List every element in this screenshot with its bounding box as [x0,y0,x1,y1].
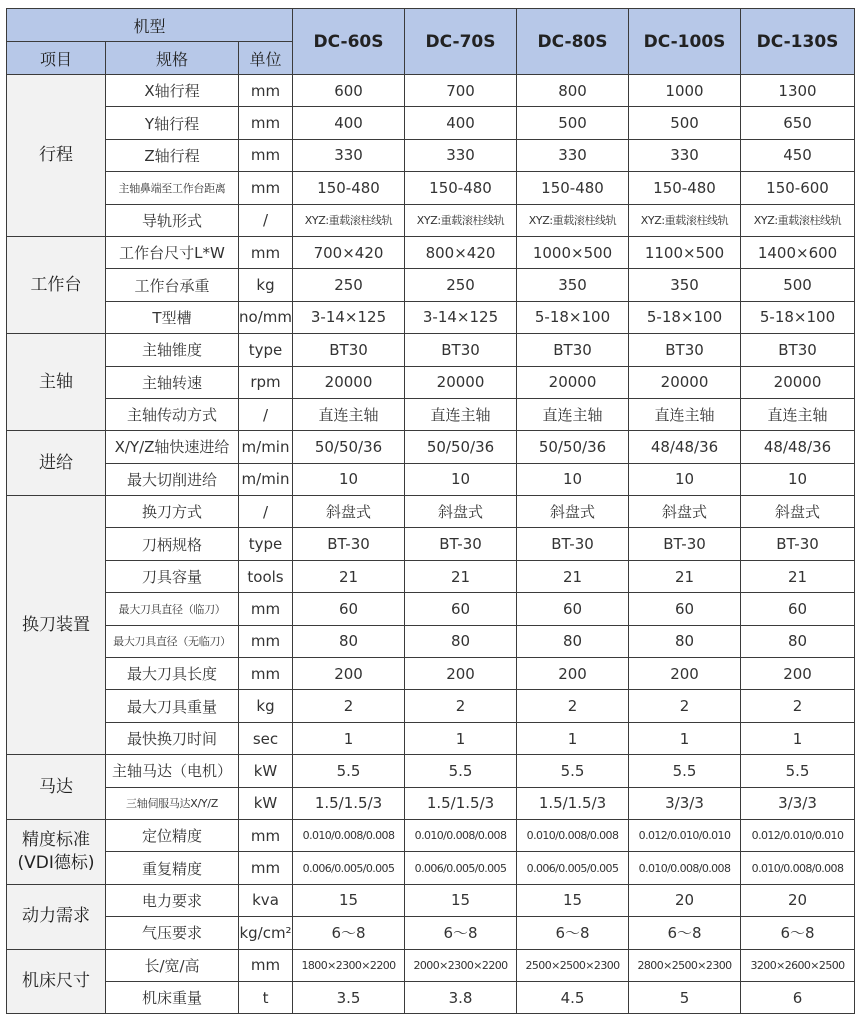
spec-name: 换刀方式 [106,496,239,528]
spec-value: 1 [517,722,629,754]
spec-unit: kg/cm² [239,917,293,949]
spec-value: 20000 [629,366,741,398]
spec-value: BT30 [517,334,629,366]
header-model-3: DC-80S [517,9,629,75]
spec-value: 60 [517,593,629,625]
spec-unit: mm [239,625,293,657]
spec-value: 5.5 [517,755,629,787]
spec-value: 650 [741,107,855,139]
spec-value: 直连主轴 [517,398,629,430]
spec-value: 500 [517,107,629,139]
spec-name: 主轴锥度 [106,334,239,366]
spec-table [6,8,855,1014]
spec-value: 330 [405,139,517,171]
spec-unit: / [239,496,293,528]
spec-value: 6～8 [741,917,855,949]
spec-value: 3-14×125 [405,301,517,333]
table-row [7,75,855,107]
spec-unit: mm [239,852,293,884]
spec-value: 350 [629,269,741,301]
spec-name: X轴行程 [106,75,239,107]
spec-value: BT-30 [741,528,855,560]
spec-value: 3.5 [293,981,405,1013]
spec-value: BT-30 [293,528,405,560]
spec-value: 400 [293,107,405,139]
spec-unit: m/min [239,431,293,463]
spec-value: 330 [293,139,405,171]
spec-value: 直连主轴 [741,398,855,430]
spec-value: 48/48/36 [741,431,855,463]
spec-name: 重复精度 [106,852,239,884]
spec-value: 600 [293,75,405,107]
spec-unit: type [239,334,293,366]
spec-value: 0.012/0.010/0.010 [629,819,741,851]
spec-value: 80 [517,625,629,657]
group-name: 进给 [7,431,106,496]
table-row [7,884,855,916]
spec-value: 3/3/3 [741,787,855,819]
table-row [7,204,855,236]
spec-value: 0.010/0.008/0.008 [629,852,741,884]
spec-value: 450 [741,139,855,171]
spec-value: 1 [629,722,741,754]
table-row [7,528,855,560]
spec-value: 80 [405,625,517,657]
spec-value: 0.010/0.008/0.008 [293,819,405,851]
spec-value: BT-30 [405,528,517,560]
spec-unit: kva [239,884,293,916]
spec-value: 150-600 [741,172,855,204]
table-row [7,819,855,851]
spec-value: 0.010/0.008/0.008 [405,819,517,851]
spec-value: 21 [629,560,741,592]
spec-unit: mm [239,593,293,625]
spec-value: 5.5 [629,755,741,787]
group-name: 工作台 [7,236,106,333]
spec-value: 1800×2300×2200 [293,949,405,981]
spec-value: 15 [405,884,517,916]
spec-value: 500 [629,107,741,139]
table-row [7,755,855,787]
spec-value: 3-14×125 [293,301,405,333]
spec-unit: / [239,204,293,236]
spec-value: 21 [741,560,855,592]
spec-value: 3200×2600×2500 [741,949,855,981]
group-name: 主轴 [7,334,106,431]
spec-name: T型槽 [106,301,239,333]
spec-value: 200 [517,658,629,690]
spec-name: 最快换刀时间 [106,722,239,754]
spec-value: 6～8 [629,917,741,949]
spec-unit: kW [239,787,293,819]
table-row [7,172,855,204]
table-row [7,463,855,495]
spec-value: 20000 [517,366,629,398]
spec-value: 80 [629,625,741,657]
table-row [7,593,855,625]
spec-unit: kg [239,690,293,722]
spec-name: 最大切削进给 [106,463,239,495]
header-model-4: DC-100S [629,9,741,75]
table-row [7,625,855,657]
spec-value: 150-480 [293,172,405,204]
table-body [7,75,855,1014]
spec-name: 最大刀具长度 [106,658,239,690]
spec-value: 20000 [405,366,517,398]
spec-value: 5-18×100 [517,301,629,333]
spec-unit: mm [239,658,293,690]
spec-value: 6～8 [517,917,629,949]
spec-unit: type [239,528,293,560]
spec-value: XYZ:重载滚柱线轨 [629,204,741,236]
spec-unit: mm [239,819,293,851]
spec-value: 5-18×100 [629,301,741,333]
spec-name: X/Y/Z轴快速进给 [106,431,239,463]
spec-value: 500 [741,269,855,301]
table-row [7,139,855,171]
spec-name: 定位精度 [106,819,239,851]
spec-value: 0.006/0.005/0.005 [517,852,629,884]
spec-unit: m/min [239,463,293,495]
header-model-1: DC-60S [293,9,405,75]
table-row [7,236,855,268]
spec-value: 20 [741,884,855,916]
table-row [7,107,855,139]
table-row [7,431,855,463]
table-row [7,334,855,366]
header-item-label: 项目 [7,42,106,75]
spec-unit: kg [239,269,293,301]
spec-value: 直连主轴 [405,398,517,430]
spec-value: 斜盘式 [405,496,517,528]
table-row [7,301,855,333]
spec-value: 斜盘式 [517,496,629,528]
spec-value: 0.012/0.010/0.010 [741,819,855,851]
spec-value: 5.5 [293,755,405,787]
spec-name: 工作台尺寸L*W [106,236,239,268]
table-row [7,852,855,884]
spec-value: 5 [629,981,741,1013]
spec-name: 刀具容量 [106,560,239,592]
spec-value: 15 [293,884,405,916]
spec-value: 2500×2500×2300 [517,949,629,981]
spec-value: 2 [517,690,629,722]
spec-name: 工作台承重 [106,269,239,301]
spec-name: 长/宽/高 [106,949,239,981]
spec-value: 200 [293,658,405,690]
spec-value: 1.5/1.5/3 [293,787,405,819]
spec-value: 2 [629,690,741,722]
spec-value: 200 [405,658,517,690]
spec-value: 60 [293,593,405,625]
group-name: 精度标准 (VDI德标) [7,819,106,884]
spec-unit: mm [239,172,293,204]
spec-value: 80 [293,625,405,657]
spec-name: 电力要求 [106,884,239,916]
spec-value: 150-480 [405,172,517,204]
spec-value: 1000×500 [517,236,629,268]
spec-value: 3.8 [405,981,517,1013]
spec-name: 主轴转速 [106,366,239,398]
spec-value: 斜盘式 [741,496,855,528]
spec-value: 80 [741,625,855,657]
spec-value: 10 [741,463,855,495]
group-name: 动力需求 [7,884,106,949]
table-row [7,690,855,722]
spec-name: 三轴伺服马达X/Y/Z [106,787,239,819]
spec-value: 4.5 [517,981,629,1013]
header-model-5: DC-130S [741,9,855,75]
spec-value: 0.010/0.008/0.008 [741,852,855,884]
spec-value: XYZ:重载滚柱线轨 [405,204,517,236]
spec-value: 2800×2500×2300 [629,949,741,981]
spec-value: 斜盘式 [629,496,741,528]
spec-value: 0.006/0.005/0.005 [405,852,517,884]
spec-value: 1 [293,722,405,754]
spec-value: 1400×600 [741,236,855,268]
spec-name: 最大刀具重量 [106,690,239,722]
spec-value: 2 [293,690,405,722]
table-row [7,981,855,1013]
spec-value: 0.006/0.005/0.005 [293,852,405,884]
spec-value: 21 [405,560,517,592]
spec-value: 700×420 [293,236,405,268]
spec-value: 330 [629,139,741,171]
table-header [7,9,855,75]
spec-value: BT30 [405,334,517,366]
spec-value: 200 [629,658,741,690]
spec-value: 2 [741,690,855,722]
spec-value: 21 [293,560,405,592]
spec-value: 60 [629,593,741,625]
spec-name: 气压要求 [106,917,239,949]
spec-value: 2000×2300×2200 [405,949,517,981]
header-model-2: DC-70S [405,9,517,75]
spec-value: 200 [741,658,855,690]
spec-unit: / [239,398,293,430]
spec-value: 150-480 [517,172,629,204]
spec-value: 400 [405,107,517,139]
spec-value: 1 [405,722,517,754]
header-model-label: 机型 [7,9,293,42]
table-row [7,269,855,301]
spec-value: 1 [741,722,855,754]
spec-value: BT-30 [629,528,741,560]
spec-unit: tools [239,560,293,592]
spec-value: XYZ:重载滚柱线轨 [741,204,855,236]
spec-value: 1300 [741,75,855,107]
spec-unit: mm [239,949,293,981]
spec-value: BT30 [741,334,855,366]
spec-value: 3/3/3 [629,787,741,819]
table-row [7,560,855,592]
spec-name: Y轴行程 [106,107,239,139]
table-row [7,787,855,819]
table-row [7,917,855,949]
header-spec-label: 规格 [106,42,239,75]
spec-value: XYZ:重载滚柱线轨 [293,204,405,236]
spec-value: 1100×500 [629,236,741,268]
spec-value: 10 [629,463,741,495]
spec-value: XYZ:重载滚柱线轨 [517,204,629,236]
spec-value: 60 [741,593,855,625]
spec-value: 20 [629,884,741,916]
spec-value: 0.010/0.008/0.008 [517,819,629,851]
spec-value: 2 [405,690,517,722]
spec-value: 21 [517,560,629,592]
spec-value: 5.5 [741,755,855,787]
spec-unit: t [239,981,293,1013]
spec-value: 6 [741,981,855,1013]
spec-unit: mm [239,236,293,268]
group-name: 机床尺寸 [7,949,106,1014]
header-unit-label: 单位 [239,42,293,75]
spec-value: 直连主轴 [629,398,741,430]
spec-value: 20000 [293,366,405,398]
spec-value: 1.5/1.5/3 [517,787,629,819]
spec-value: 6～8 [293,917,405,949]
spec-name: 主轴马达（电机） [106,755,239,787]
spec-value: 10 [405,463,517,495]
spec-value: 250 [405,269,517,301]
spec-value: 1000 [629,75,741,107]
spec-value: 50/50/36 [293,431,405,463]
spec-value: 800 [517,75,629,107]
table-row [7,398,855,430]
spec-name: 最大刀具直径（临刀） [106,593,239,625]
spec-name: Z轴行程 [106,139,239,171]
spec-name: 最大刀具直径（无临刀） [106,625,239,657]
spec-value: BT30 [293,334,405,366]
spec-value: 直连主轴 [293,398,405,430]
spec-value: 150-480 [629,172,741,204]
spec-name: 刀柄规格 [106,528,239,560]
spec-value: 800×420 [405,236,517,268]
spec-value: 1.5/1.5/3 [405,787,517,819]
group-name: 马达 [7,755,106,820]
spec-unit: kW [239,755,293,787]
table-row [7,366,855,398]
spec-value: 5.5 [405,755,517,787]
spec-unit: mm [239,107,293,139]
group-name: 换刀装置 [7,496,106,755]
table-row [7,722,855,754]
spec-value: 48/48/36 [629,431,741,463]
table-row [7,658,855,690]
spec-value: 250 [293,269,405,301]
spec-value: 700 [405,75,517,107]
spec-value: 5-18×100 [741,301,855,333]
spec-value: 10 [517,463,629,495]
spec-name: 导轨形式 [106,204,239,236]
spec-unit: mm [239,75,293,107]
group-name: 行程 [7,75,106,237]
spec-value: 50/50/36 [517,431,629,463]
spec-unit: rpm [239,366,293,398]
spec-value: 斜盘式 [293,496,405,528]
spec-value: 20000 [741,366,855,398]
spec-unit: mm [239,139,293,171]
spec-value: 50/50/36 [405,431,517,463]
table-row [7,496,855,528]
spec-name: 主轴鼻端至工作台距离 [106,172,239,204]
spec-value: BT-30 [517,528,629,560]
spec-value: 15 [517,884,629,916]
spec-value: 350 [517,269,629,301]
spec-name: 机床重量 [106,981,239,1013]
spec-value: 6～8 [405,917,517,949]
spec-value: 60 [405,593,517,625]
table-row [7,949,855,981]
spec-unit: sec [239,722,293,754]
spec-name: 主轴传动方式 [106,398,239,430]
spec-value: BT30 [629,334,741,366]
spec-value: 330 [517,139,629,171]
spec-value: 10 [293,463,405,495]
spec-unit: no/mm [239,301,293,333]
